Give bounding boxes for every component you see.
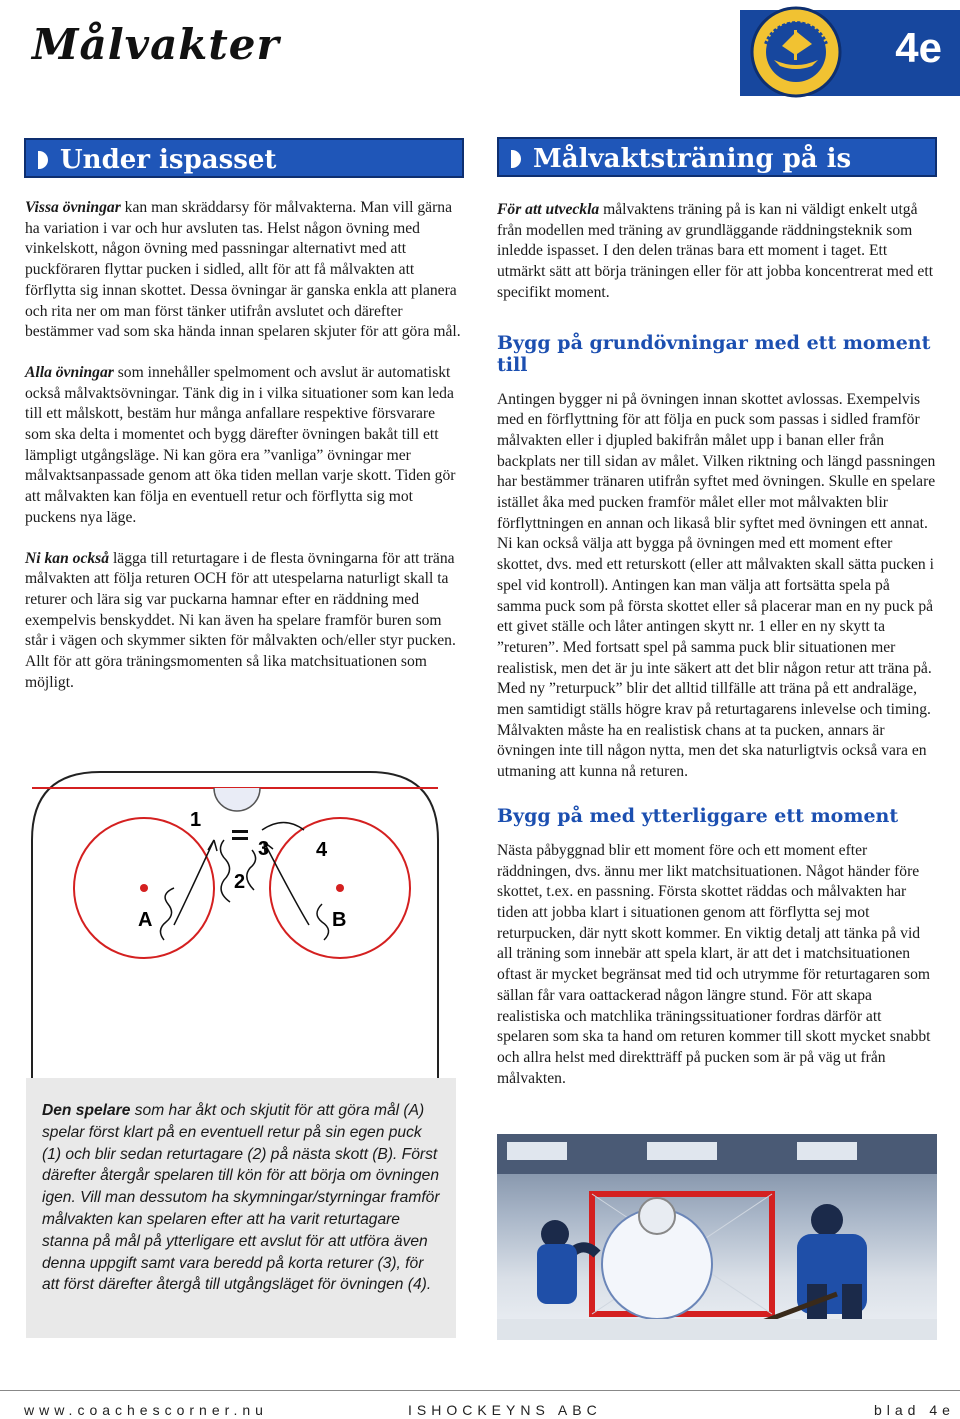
rink-diagram [24,760,446,1080]
paragraph: Antingen bygger ni på övningen innan skottet avlossas. Exempelvis med en förflyttning för att följa en puck som passas i sidled framför målvakten eller i djupled bakifrån målet upp i banan eller från backplats ner till sidan av målet. Vilken riktning och längd passningen har bestämmer tränaren utifrån syftet med övningen. Skulle en spelare istället åka med pucken framför målet eller mot målvakten blir förflyttningen en annan och likaså blir syftet med övningen ett annat. [497,390,936,532]
goal-crease [214,788,260,811]
chevron-icon [511,150,521,168]
shot-arrow-a [174,840,214,925]
caption-text: som har åkt och skjutit för att göra mål (A) spelar först klart på en eventuell retur på sin egen puck (1) och blir sedan returtagare (2) på nästa skott (B). Först därefter återgår spelaren till kön för att börja om övningen igen. Vill man dessutom ha skymningar/styrningar framför målvakten kan spelaren efter att ha varit returtagare stanna på mål på ytterligare ett avslut för att utföra även denna uppgift samt vara beredd på korta returer (3), för att först därefter återgå till utgångsläget för övningen (4). [42,1102,440,1294]
right-column-text [497,200,937,1109]
paragraph-text: lägga till returtagare i de flesta övningarna för att träna målvakten att följa returen OCH för att utespelarna naturligt skall ta returer och lära sig var puckarna hamnar efter en räddning med exempelvis benskyddet. Ni kan även ha spelare framför buren som står i vägen och skymmer sikten för målvakten och/eller styr pucken. Allt för att göra träningsmomenten så lika matchsituationen som möjligt. [25,549,456,691]
subheading: Bygg på med ytterliggare ett moment [497,804,899,827]
footer-center-title: ISHOCKEYNS ABC [408,1402,602,1418]
faceoff-dot-right [336,884,344,892]
paragraph-text: som innehåller spelmoment och avslut är automatiskt också målvaktsövningar. Tänk dig in i vilka situationer som kan leda till ett målskott, bestäm hur många anfallare respektive försvarare som ska delta i momentet och bygg därefter övningen bakåt till ett lämpligt utgångsläge. Ni kan göra era ”vanliga” övningar mer målvaktsanpassade genom att öka tiden mellan varje skott. Tiden gör att målvakten kan följa en eventuell retur och förflytta sig mot puckens nya läge. [25,363,456,526]
section-title: Under ispasset [60,145,277,175]
skating-path-b [317,904,329,940]
paragraph-text: kan man skräddarsy för målvakterna. Man vill gärna ha variation i var och hur avsluten tas. Helst någon övning med vinkelskott, någon övning med passningar alternativt med att puckföraren flyttar pucken i sidled, allt för att få målvakten att förflytta sig innan skottet. Dessa övningar är ganska enkla att planera och rita ner om man först tänker utifrån avslutet och därefter bestämmer vad som ska hända innan spelaren skjuter för att göra mål. [25,199,461,341]
return-path-2 [220,840,230,902]
page-number: 4e [895,24,942,71]
chevron-icon [38,151,48,169]
label-4: 4 [316,839,328,861]
paragraph [497,200,937,304]
svenska-ishockeyforbundet-logo-icon [748,4,844,100]
photo-illustration [497,1134,937,1340]
label-1: 1 [190,809,202,831]
label-a: A [138,909,153,931]
paragraph [25,363,463,529]
paragraph: Nästa påbyggnad blir ett moment före och ett moment efter räddningen, dvs. ännu mer likt matchsituationen. Något händer före skottet, t.ex. en passning. Första skottet räddas och målvakten har tiden att jobba klart i situationen genom att förflytta sej mot returpucken, där nytt skott kommer. En viktig detalj att tänka på vid all träning som innebär att spela klart, är att det i matchsituationen oftast är mycket begränsat med tid och utrymme för returtagaren som sällan får vara oattackerad någon längre stund. För att skapa realistiska och matchlika träningssituationer fordras därför att spelaren som ska ta hand om returen kommer till skott mycket snabbt och allra helst med direktträff på pucken som är på väg ut från målvakten. [497,841,931,1087]
caption-lead: Den spelare [42,1102,131,1119]
page-title: Målvakter [32,20,280,69]
paragraph [25,549,463,694]
paragraph: Ni kan också välja att bygga på övningen med ett moment efter skottet, dvs. med ett returskott (eller att målvakten skall sätta pucken i spel vid kontroll). Antingen kan man välja att fortsätta spela på samma puck som på första skottet eller så placerar man en ny puck på ett givet ställe och låter antingen skytt nr. 1 eller en ny skytt ta ”returen”. Med fortsatt spel på samma puck blir situationen mer realistisk, men det är ju inte säkert att det blir någon retur att träna på. Med ny ”returpuck” blir det alltid tillfälle att träna på ett andraläge, men samtidigt ställs högre krav på returtagarens inlevelse och timing. Målvakten måste ha en realistisk chans at ta pucken, annars är övningen inte till någon nytta, men det ska naturligtvis också vara en utmaning att kunna nå returen. [497,535,934,781]
section-title: Målvaktsträning på is [533,144,852,174]
label-b: B [332,909,347,931]
page-header [0,0,960,104]
page-badge [740,10,960,96]
footer-divider [0,1390,960,1391]
faceoff-dot-left [140,884,148,892]
lead-words: Alla övningar [25,363,114,381]
diagram-caption [26,1078,456,1338]
path-4 [262,823,304,831]
lead-words: Vissa övningar [25,199,121,216]
label-3: 3 [258,838,270,860]
left-column-text [25,198,463,713]
footer-website: www.coachescorner.nu [24,1402,268,1418]
footer-page-label: blad 4e [874,1402,955,1418]
lead-words: Ni kan också [25,549,110,567]
return-path-3 [247,850,256,890]
paragraph-text: målvaktens träning på is kan ni väldigt enkelt utgå från modellen med träning av grundläggande räddningsteknik som inledde ispasset. I den delen tränas bara ett moment i taget. Ett utmärkt sätt att börja träningen eller för att jobba koncentrerat med ett specifikt moment. [497,201,934,301]
label-2: 2 [234,871,246,893]
skating-path-a [160,888,174,940]
paragraph [25,198,463,343]
section-header-malvaktstraning [497,137,937,177]
section-header-under-ispasset [24,138,464,178]
hockey-practice-photo [497,1134,937,1340]
lead-words: För att utveckla [497,201,600,218]
subheading: Bygg på grundövningar med ett moment till [497,331,931,376]
